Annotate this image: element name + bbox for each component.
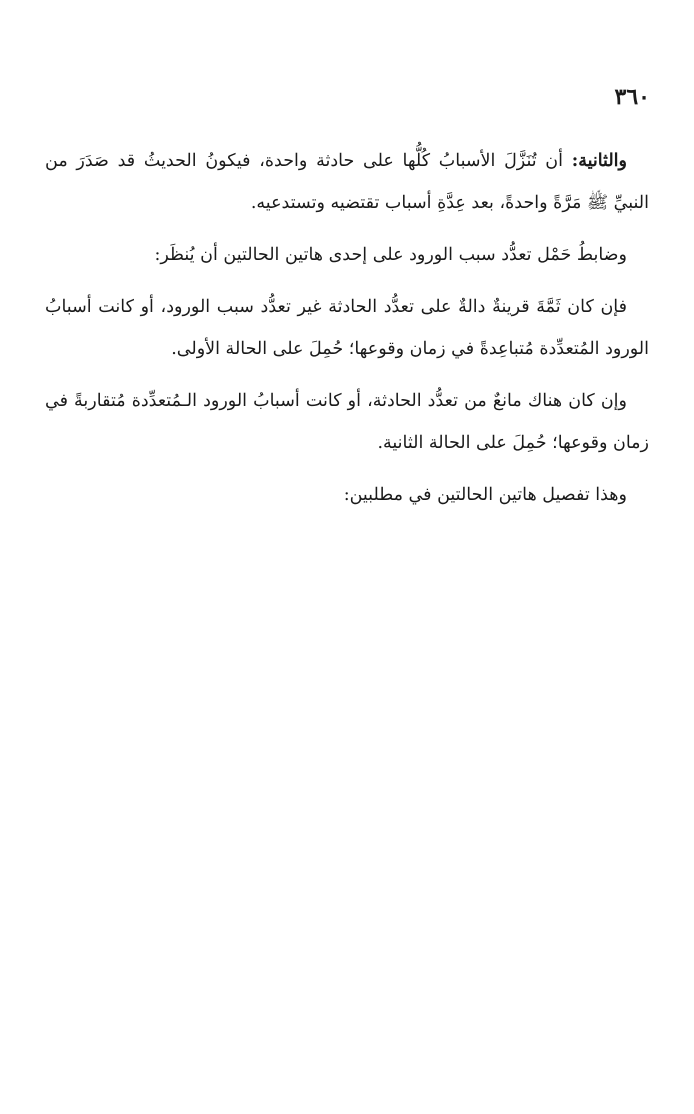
paragraph-first-condition <box>45 286 649 370</box>
page-body-text <box>45 140 649 516</box>
paragraph-text: فإن كان ثَمَّةَ قرينةٌ دالةٌ على تعدُّد الحادثة غير تعدُّد سبب الورود، أو كانت أسبابُ الورود المُتعدِّدة مُتباعِدةً في زمان وقوعها؛ حُمِلَ على الحالة الأولى. <box>45 297 649 359</box>
page-number: ٣٦٠ <box>614 84 650 110</box>
paragraph-text: وهذا تفصيل هاتين الحالتين في مطلبين: <box>343 485 627 505</box>
paragraph-text: وإن كان هناك مانعٌ من تعدُّد الحادثة، أو كانت أسبابُ الورود الـمُتعدِّدة مُتقاربةً في زمان وقوعها؛ حُمِلَ على الحالة الثانية. <box>45 391 649 453</box>
paragraph-details-intro <box>45 474 649 516</box>
paragraph-second-case <box>45 140 649 224</box>
paragraph-text: أن تُنَزَّلَ الأسبابُ كُلُّها على حادثة واحدة، فيكونُ الحديثُ قد صَدَرَ من النبيِّ ﷺ مَرَّةً واحدةً، بعد عِدَّةِ أسباب تقتضيه وتستدعيه. <box>45 151 649 213</box>
paragraph-text: وضابطُ حَمْل تعدُّد سبب الورود على إحدى هاتين الحالتين أن يُنظَر: <box>154 245 627 265</box>
paragraph-second-condition <box>45 380 649 464</box>
paragraph-lead: والثانية: <box>571 151 627 171</box>
paragraph-rule <box>45 234 649 276</box>
